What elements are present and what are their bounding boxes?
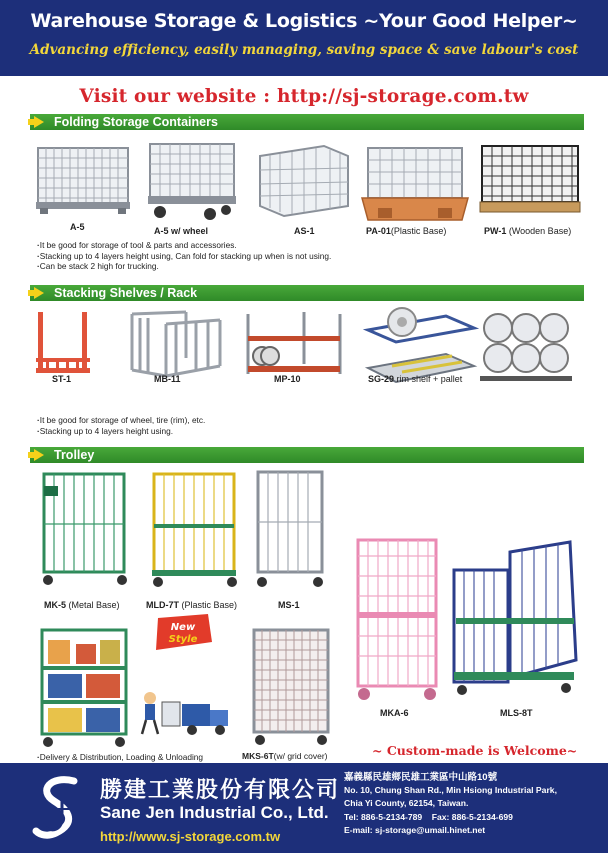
section-bar-folding [30,114,584,130]
footer [0,763,608,853]
new-style-badge [152,612,214,657]
section-title-shelves: Stacking Shelves / Rack [54,286,198,300]
badge-text-style: Style [168,634,198,645]
badge-text-new: New [170,622,196,633]
page-subtitle: Advancing efficiency, easily managing, saving space & save labour's cost [29,42,579,58]
section-bar-trolley [30,447,584,463]
bullet-item: · Stacking up to 4 layers height using, Can fold for stacking up when is not using. [37,251,331,262]
page-title: Warehouse Storage & Logistics ~Your Good Helper~ [30,10,578,32]
arrow-icon [34,449,44,461]
product-image-ms1 [252,468,328,590]
product-caption-mk5: MK-5 (Metal Base) [44,600,120,610]
product-image-mka6 [352,536,442,704]
contact-block [344,771,557,837]
product-image-mld7t [148,470,240,588]
company-name-chinese: 勝建工業股份有限公司 [100,777,341,802]
product-image-mk5 [38,470,130,588]
section-bar-shelves [30,285,584,301]
arrow-icon [34,116,44,128]
product-image-pa01 [360,142,470,224]
company-name-english: Sane Jen Industrial Co., Ltd. [100,803,329,822]
product-caption-pa01: PA-01(Plastic Base) [366,226,447,236]
delivery-illustration [136,684,234,740]
product-image-a5 [34,140,136,216]
header-banner [0,0,608,76]
bullet-list-shelves [37,415,205,436]
product-caption-mks6t: MKS-6T(w/ grid cover) [242,751,328,761]
bullet-item: · It be good for storage of wheel, tire (rim), etc. [37,415,205,426]
company-logo [30,773,90,848]
product-image-mks6t [248,626,334,748]
fax: Fax: 886-5-2134-699 [431,811,513,822]
email-link[interactable]: E-mail: sj-storage@umail.hinet.net [344,824,486,835]
product-caption-sg29: SG-29 rim shelf + pallet [368,374,463,384]
product-caption-mp10: MP-10 [274,374,301,384]
bullet-item: · It be good for storage of tool & parts and accessories. [37,240,331,251]
address-line-1: No. 10, Chung Shan Rd., Min Hsiong Industrial Park, [344,785,557,796]
product-caption-as1: AS-1 [294,226,315,236]
product-caption-pw1: PW-1 (Wooden Base) [484,226,572,236]
bullet-item: · Delivery & Distribution, Loading & Unloading [37,752,203,763]
product-caption-mld7t: MLD-7T (Plastic Base) [146,600,238,610]
product-caption-a5-wheel: A-5 w/ wheel [154,226,209,236]
bullet-item: · Stacking up to 4 layers height using. [37,426,205,437]
product-caption-mb11: MB-11 [154,374,181,384]
product-caption-st1: ST-1 [52,374,72,384]
product-caption-mka6: MKA-6 [380,708,409,718]
section-title-folding: Folding Storage Containers [54,115,218,129]
bullet-list-trolley [37,752,203,763]
telephone: Tel: 886-5-2134-789 [344,811,423,822]
bullet-item: · Can be stack 2 high for trucking. [37,261,331,272]
product-image-st1 [34,310,92,376]
product-image-a5-wheel [146,138,240,222]
custom-made-note: ~ Custom-made is Welcome~ [372,743,578,758]
bullet-list-folding [37,240,331,272]
address-chinese: 嘉義縣民雄鄉民雄工業區中山路10號 [344,772,498,783]
product-caption-mls8t: MLS-8T [500,708,533,718]
product-image-mb11 [126,310,226,378]
product-image-mp10 [244,310,344,380]
address-line-2: Chia Yi County, 62154, Taiwan. [344,798,469,809]
phone-fax-row [344,811,557,824]
arrow-icon [34,287,44,299]
product-caption-ms1: MS-1 [278,600,300,610]
product-image-as1 [254,142,352,222]
footer-url-link[interactable]: http://www.sj-storage.com.tw [100,829,281,844]
product-image-loaded-trolley [36,626,132,750]
section-title-trolley: Trolley [54,448,95,462]
product-caption-a5: A-5 [70,222,85,232]
product-image-mls8t [450,540,580,700]
product-image-pw1 [478,142,584,222]
website-link[interactable]: Visit our website : http://sj-storage.com.tw [79,86,529,107]
